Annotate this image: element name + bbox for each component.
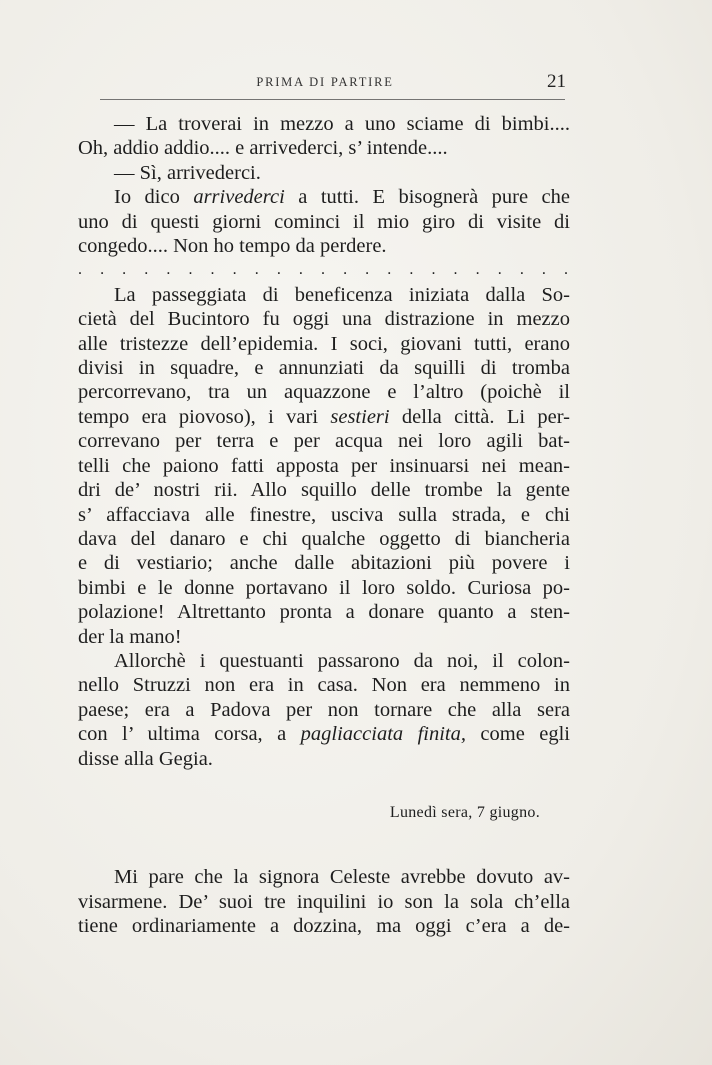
- paragraph-line: divisi in squadre, e annunziati da squilli di tromba: [78, 357, 570, 380]
- italic-span: arrivederci: [193, 186, 285, 209]
- paragraph-line: percorrevano, tra un aquazzone e l’altro (poichè il: [78, 381, 570, 404]
- paragraph-3-part-a: [78, 649, 570, 722]
- dialogue-line: — La troverai in mezzo a uno sciame di bimbi....: [114, 113, 570, 135]
- italic-span: sestieri: [330, 405, 390, 428]
- text-span: Io dico: [114, 186, 194, 209]
- paragraph-line: telli che paiono fatti apposta per insinuarsi nei mean-: [78, 454, 570, 477]
- paragraph-line: bimbi e le donne portavano il loro soldo. Curiosa po-: [78, 576, 570, 599]
- paragraph-line: s’ affacciava alle finestre, usciva sulla strada, e chi: [78, 503, 570, 526]
- header-rule: [100, 99, 565, 100]
- running-title: PRIMA DI PARTIRE: [256, 75, 394, 89]
- paragraph-2-part-a: [78, 283, 570, 405]
- ellipsis-divider: . . . . . . . . . . . . . . . . . . . . . . .: [78, 261, 570, 279]
- paragraph-line: e di vestiario; anche dalle abitazioni più povere i: [78, 552, 570, 575]
- page-text: [78, 112, 570, 939]
- paragraph-line: [78, 405, 570, 429]
- paragraph-line: polazione! Altrettanto pronta a donare quanto a sten-: [78, 601, 570, 624]
- paragraph-2-part-b: [78, 429, 570, 649]
- dateline: Lunedì sera, 7 giugno.: [389, 803, 540, 821]
- text-span: con l’ ultima corsa, a: [78, 723, 301, 746]
- paragraph-line: alle tristezze dell’epidemia. I soci, giovani tutti, erano: [78, 332, 570, 355]
- text-span: come egli: [465, 723, 570, 746]
- paragraph-line: congedo.... Non ho tempo da perdere.: [78, 235, 387, 258]
- text-span: della città. Li per-: [389, 405, 570, 428]
- paragraph-line: tiene ordinariamente a dozzina, ma oggi c’era a de-: [78, 915, 570, 938]
- paragraph-line: dri de’ nostri rii. Allo squillo delle trombe la gente: [78, 479, 570, 502]
- paragraph-line: cietà del Bucintoro fu oggi una distrazione in mezzo: [78, 308, 570, 331]
- paragraph-line: visarmene. De’ suoi tre inquilini io son la sola ch’ella: [78, 890, 570, 913]
- text-span: tempo era piovoso), i vari: [78, 405, 331, 428]
- page-number: 21: [547, 71, 566, 92]
- paragraph-line: Allorchè i questuanti passarono da noi, il colon-: [114, 649, 570, 672]
- paragraph-line: uno di questi giorni cominci il mio giro di visite di: [78, 210, 570, 233]
- paragraph-line: disse alla Gegia.: [78, 747, 213, 770]
- italic-span: pagliacciata finita,: [300, 723, 466, 746]
- running-head: [80, 73, 570, 97]
- paragraph-line: [78, 185, 570, 209]
- paragraph-line: nello Struzzi non era in casa. Non era nemmeno in: [78, 674, 570, 697]
- paragraph-line: La passeggiata di beneficenza iniziata dalla So-: [114, 283, 570, 306]
- paragraph-line: paese; era a Padova per non tornare che alla sera: [78, 698, 570, 721]
- paragraph-line: dava del danaro e chi qualche oggetto di biancheria: [78, 527, 570, 550]
- text-span: a tutti. E bisognerà pure che: [284, 186, 570, 209]
- paragraph-4: [78, 865, 570, 938]
- dialogue-line: Oh, addio addio.... e arrivederci, s’ intende....: [78, 137, 448, 160]
- paragraph-line: Mi pare che la signora Celeste avrebbe dovuto av-: [114, 866, 570, 889]
- paragraph-line: der la mano!: [78, 625, 182, 648]
- paragraph-line: [78, 722, 570, 746]
- paragraph-line: correvano per terra e per acqua nei loro agili bat-: [78, 430, 570, 453]
- dialogue-line: — Sì, arrivederci.: [114, 161, 261, 184]
